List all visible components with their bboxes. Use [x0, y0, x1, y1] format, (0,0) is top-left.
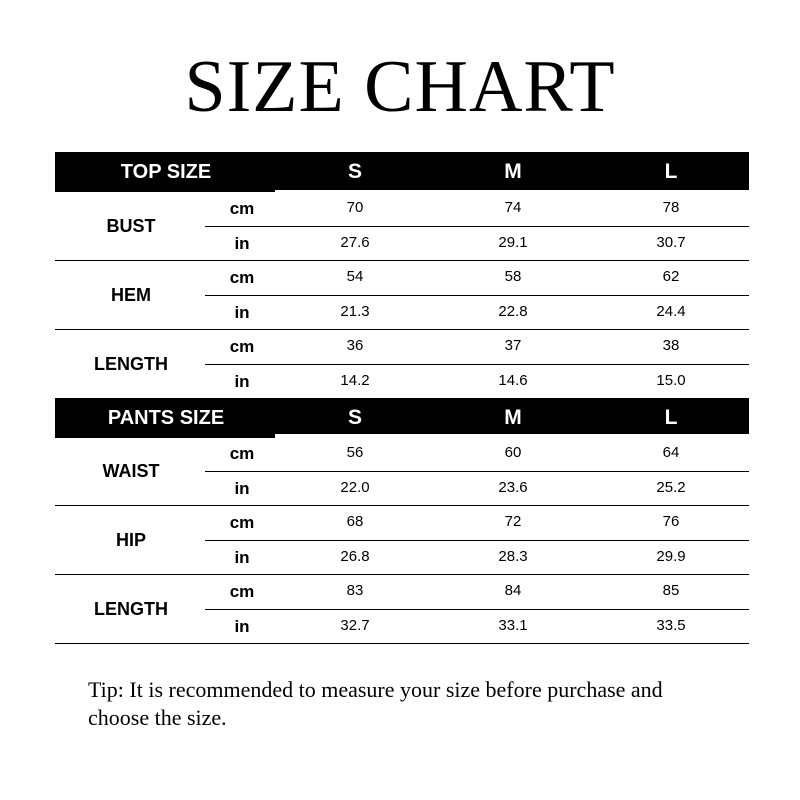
measurement-row-waist — [55, 437, 749, 506]
unit-cm: cm — [229, 513, 255, 532]
group-divider — [55, 643, 749, 644]
value-cell: 25.2 — [656, 479, 686, 496]
row-divider — [205, 364, 749, 365]
measurement-row-bust — [55, 192, 749, 261]
row-divider — [205, 471, 749, 472]
row-divider — [205, 226, 749, 227]
row-divider — [205, 540, 749, 541]
measurement-row-pants-length — [55, 575, 749, 644]
row-divider — [205, 295, 749, 296]
value-cell: 56 — [346, 444, 364, 461]
top-size-header — [55, 152, 749, 192]
measurement-name: LENGTH — [94, 599, 168, 619]
value-cell: 24.4 — [656, 303, 686, 320]
value-cell: 21.3 — [340, 303, 370, 320]
value-cell: 70 — [346, 199, 364, 216]
value-cell: 15.0 — [656, 372, 686, 389]
unit-in: in — [234, 479, 250, 498]
value-cell: 26.8 — [340, 548, 370, 565]
value-cell: 64 — [662, 444, 680, 461]
measurement-name: BUST — [106, 216, 156, 236]
size-m-header: M — [504, 160, 522, 183]
value-cell: 29.9 — [656, 548, 686, 565]
unit-in: in — [234, 372, 250, 391]
value-cell: 22.8 — [498, 303, 528, 320]
size-s-header: S — [347, 160, 362, 183]
value-cell: 22.0 — [340, 479, 370, 496]
size-m-header: M — [504, 406, 522, 429]
measurement-name: HEM — [111, 285, 151, 305]
size-l-header: L — [664, 406, 678, 429]
value-cell: 23.6 — [498, 479, 528, 496]
size-s-header: S — [347, 406, 362, 429]
value-cell: 32.7 — [340, 617, 370, 634]
pants-size-header — [55, 398, 749, 438]
unit-in: in — [234, 617, 250, 636]
measurement-name: WAIST — [102, 461, 160, 481]
value-cell: 54 — [346, 268, 364, 285]
tip-text: Tip: It is recommended to measure your size before purchase and choose the size. — [88, 677, 663, 730]
value-cell: 14.2 — [340, 372, 370, 389]
value-cell: 62 — [662, 268, 680, 285]
value-cell: 30.7 — [656, 234, 686, 251]
value-cell: 36 — [346, 337, 364, 354]
value-cell: 68 — [346, 513, 364, 530]
pants-size-label: PANTS SIZE — [107, 407, 225, 429]
measurement-row-hem — [55, 261, 749, 330]
value-cell: 76 — [662, 513, 680, 530]
value-cell: 60 — [504, 444, 522, 461]
value-cell: 27.6 — [340, 234, 370, 251]
value-cell: 84 — [504, 582, 522, 599]
value-cell: 78 — [662, 199, 680, 216]
value-cell: 29.1 — [498, 234, 528, 251]
size-l-header: L — [664, 160, 678, 183]
value-cell: 83 — [346, 582, 364, 599]
unit-cm: cm — [229, 199, 255, 218]
measurement-row-hip — [55, 506, 749, 575]
unit-cm: cm — [229, 444, 255, 463]
value-cell: 33.1 — [498, 617, 528, 634]
value-cell: 85 — [662, 582, 680, 599]
value-cell: 37 — [504, 337, 522, 354]
unit-cm: cm — [229, 582, 255, 601]
value-cell: 38 — [662, 337, 680, 354]
page-title: SIZE CHART — [184, 46, 616, 128]
measurement-row-length — [55, 330, 749, 399]
value-cell: 14.6 — [498, 372, 528, 389]
value-cell: 28.3 — [498, 548, 528, 565]
value-cell: 58 — [504, 268, 522, 285]
unit-in: in — [234, 234, 250, 253]
unit-in: in — [234, 303, 250, 322]
value-cell: 74 — [504, 199, 522, 216]
measurement-name: LENGTH — [94, 354, 168, 374]
unit-cm: cm — [229, 268, 255, 287]
row-divider — [205, 609, 749, 610]
unit-in: in — [234, 548, 250, 567]
value-cell: 33.5 — [656, 617, 686, 634]
value-cell: 72 — [504, 513, 522, 530]
measurement-name: HIP — [115, 530, 146, 550]
top-size-label: TOP SIZE — [120, 161, 212, 183]
unit-cm: cm — [229, 337, 255, 356]
